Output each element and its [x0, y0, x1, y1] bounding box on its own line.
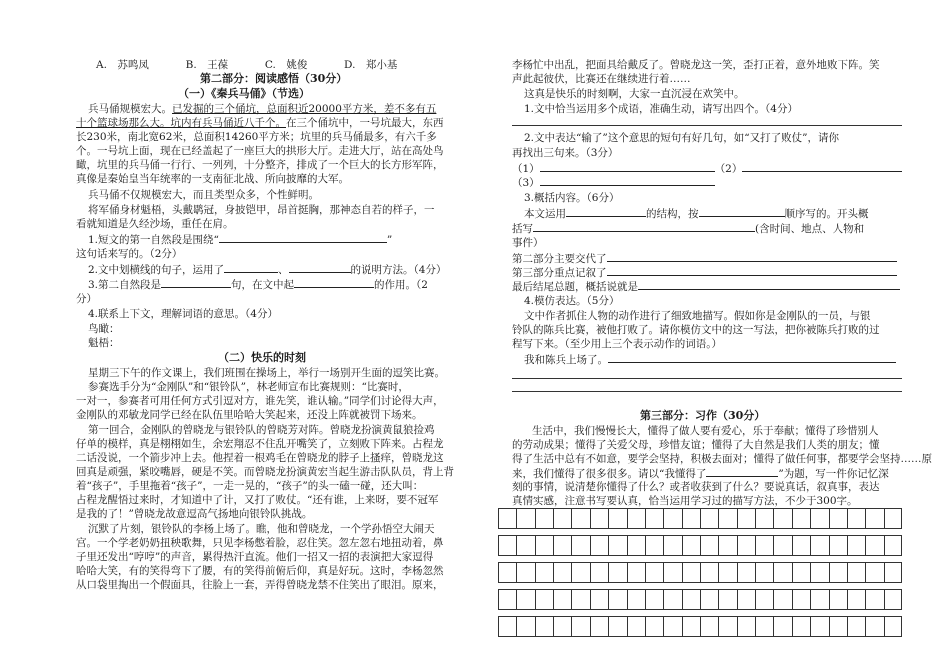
p1-line: 瞰，坑里的兵马俑一行行、一列列，十分整齐，排成了一个巨大的长方形军阵， — [76, 159, 444, 171]
grid-cell-line — [645, 536, 646, 555]
answer-blank[interactable] — [540, 161, 715, 172]
answer-blank[interactable] — [607, 265, 897, 276]
answer-line[interactable] — [512, 378, 902, 379]
question-3: 3.第二自然段是 句，在文中起 的作用。（2 — [88, 279, 428, 291]
grid-cell-line — [865, 563, 866, 582]
p1-line: 兵马俑规模宏大。已发掘的三个俑坑，总面积近20000平方米，差不多有五 — [88, 103, 437, 115]
essay-prompt-line: 得了生活中总有不如意，要学会坚持，积极去面对；懂得了做任何事，都要学会坚持……原 — [512, 453, 932, 465]
grid-cell-line — [718, 536, 719, 555]
grid-cell-line — [792, 617, 793, 636]
question-r3-intro-cont: 事件） — [512, 237, 544, 249]
grid-cell-line — [755, 590, 756, 609]
grid-cell-line — [590, 617, 591, 636]
question-2: 2.文中划横线的句子，运用了 、 的说明方法。（4分） — [88, 264, 447, 276]
grid-cell-line — [865, 509, 866, 528]
story-line: 占程龙醒悟过来时，才知道中了计，又打了败仗。“还有谁，上来呀，要不冠军 — [76, 494, 439, 506]
essay-prompt-line: 的劳动成果；懂得了关爱父母，珍惜友谊；懂得了大自然是我们人类的朋友；懂 — [512, 439, 880, 451]
story-line: 金刚队的邓敏龙同学已经在队伍里哈哈大笑起来，还没上阵就被罚下场来。 — [76, 409, 423, 421]
answer-blank[interactable] — [638, 279, 900, 290]
grid-cell-line — [755, 536, 756, 555]
grid-cell-line — [663, 590, 664, 609]
essay-prompt-line: 来，我们懂得了很多很多。请以“我懂得了 ”为题，写一件你记忆深 — [512, 468, 889, 480]
p3-line: 看就知道是久经沙场，重任在肩。 — [76, 218, 234, 230]
grid-cell-line — [516, 509, 517, 528]
grid-cell-line — [553, 536, 554, 555]
grid-cell-line — [755, 563, 756, 582]
grid-cell-line — [535, 509, 536, 528]
grid-cell-line — [718, 509, 719, 528]
story-line: 二话没说，一个箭步冲上去。他捏着一根鸡毛在曾晓龙的脖子上搔痒，曾晓龙这 — [76, 452, 444, 464]
p1-line: 真像是秦始皇当年统率的一支南征北战、所向披靡的大军。 — [76, 173, 349, 185]
section2-title: （二）快乐的时刻 — [218, 351, 306, 364]
grid-cell-line — [627, 536, 628, 555]
grid-cell-line — [553, 509, 554, 528]
grid-cell-line — [608, 617, 609, 636]
grid-cell-line — [535, 536, 536, 555]
story-line: 宫。一个学老奶奶扭秧歌舞，只见李杨憋着脸，忍住笑。忽左忽右地扭动着，鼻 — [76, 537, 444, 549]
grid-cell-line — [608, 509, 609, 528]
imitation-start: 我和陈兵上场了。 — [524, 352, 896, 367]
p1-line: 长230米，南北宽62米，总面积14260平方米；坑里的兵马俑最多，有六千多 — [76, 131, 437, 143]
grid-cell-line — [498, 590, 499, 609]
answer-blank[interactable] — [607, 251, 897, 262]
question-r4-text: 程写下来。（至少用上三个表示动作的词语。） — [512, 338, 722, 350]
grid-cell-line — [516, 617, 517, 636]
grid-cell-line — [608, 590, 609, 609]
p2-line: 兵马俑不仅规模宏大，而且类型众多，个性鲜明。 — [88, 189, 319, 201]
option-a: A. 苏鸣凤 — [96, 59, 149, 71]
grid-cell-line — [884, 617, 885, 636]
grid-cell-line — [498, 536, 499, 555]
grid-cell-line — [553, 590, 554, 609]
option-c: C. 姚俊 — [264, 59, 308, 71]
grid-cell-line — [829, 509, 830, 528]
underlined-sentence: 已发掘的三个俑坑，总面积近20000平方米，差不多有五 — [172, 103, 437, 115]
story-line: 仔单的模样，真是栩栩如生，余宏翔忍不住乱开嘴笑了，立刻败下阵来。占程龙 — [76, 438, 444, 450]
p3-line: 将军俑身材魁梧，头戴鹖冠，身披铠甲，昂首挺胸，那神态自若的样子，一 — [88, 204, 435, 216]
option-d: D. 郑小基 — [344, 59, 398, 71]
essay-prompt-line: 真情实感，注意书写要认真，恰当运用学习过的描写方法，不少于300字。 — [512, 495, 858, 507]
grid-cell-line — [865, 617, 866, 636]
grid-cell-line — [718, 590, 719, 609]
p1-line: 个。一号坑上面，现在已经盖起了一座巨大的拱形大厅。走进大厅，站在高处鸟 — [76, 145, 444, 157]
grid-cell-line — [737, 509, 738, 528]
question-1: 1.短文的第一自然段是围绕“ ” — [88, 234, 393, 246]
story-cont-line: 这真是快乐的时刻啊，大家一直沉浸在欢笑中。 — [524, 88, 745, 100]
grid-cell-line — [773, 509, 774, 528]
grid-cell-line — [590, 536, 591, 555]
story-line: 沉默了片刻，银铃队的李杨上场了。瞧，他和曾晓龙，一个学孙悟空大闹天 — [88, 523, 435, 535]
grid-cell-line — [829, 590, 830, 609]
grid-row[interactable] — [498, 589, 902, 610]
grid-cell-line — [682, 563, 683, 582]
grid-cell-line — [627, 563, 628, 582]
grid-cell-line — [792, 536, 793, 555]
grid-cell-line — [901, 536, 902, 555]
grid-cell-line — [590, 509, 591, 528]
answer-blank[interactable] — [608, 352, 896, 363]
grid-cell-line — [901, 617, 902, 636]
grid-cell-line — [516, 590, 517, 609]
grid-cell-line — [884, 509, 885, 528]
writing-grid[interactable] — [498, 508, 902, 648]
answer-row-3: （3） — [512, 175, 715, 190]
summary-ending: 最后结尾总题，概括说就是 — [512, 279, 900, 294]
grid-row[interactable] — [498, 562, 902, 583]
question-4: 4.联系上下文，理解词语的意思。（4分） — [88, 308, 278, 320]
grid-cell-line — [571, 590, 572, 609]
grid-cell-line — [516, 563, 517, 582]
story-line: 着“孩子”，手里拖着“孩子”，一走一晃的，“孩子”的头一磕一碰，还大叫： — [76, 480, 424, 492]
grid-cell-line — [498, 563, 499, 582]
grid-cell-line — [608, 563, 609, 582]
grid-cell-line — [590, 563, 591, 582]
grid-cell-line — [737, 590, 738, 609]
underlined-sentence: 十个篮球场那么大。坑内有兵马俑近八千个。 — [76, 117, 286, 129]
grid-cell-line — [884, 536, 885, 555]
essay-prompt-line: 生活中，我们慢慢长大，懂得了做人要有爱心，乐于奉献；懂得了珍惜别人 — [532, 425, 879, 437]
question-3-cont: 分） — [76, 293, 97, 305]
p1-line: 十个篮球场那么大。坑内有兵马俑近八千个。在三个俑坑中，一号坑最大，东西 — [76, 117, 444, 129]
grid-cell-line — [682, 509, 683, 528]
question-r3-structure: 本文运用 的结构，按 顺序写的。开头概 — [524, 208, 869, 220]
grid-cell-line — [810, 590, 811, 609]
story-cont-line: 声此起彼伏，比赛还在继续进行着…… — [512, 73, 691, 85]
grid-cell-line — [810, 536, 811, 555]
choice-options — [96, 58, 397, 72]
grid-cell-line — [755, 509, 756, 528]
question-r4-text: 铃队的陈兵比赛，被他打败了。请你模仿文中的这一写法，把你被陈兵打败的过 — [512, 324, 880, 336]
essay-title-blank[interactable] — [706, 466, 778, 477]
grid-cell-line — [663, 536, 664, 555]
grid-cell-line — [865, 590, 866, 609]
grid-cell-line — [755, 617, 756, 636]
grid-cell-line — [773, 617, 774, 636]
answer-blank[interactable] — [742, 161, 902, 172]
grid-cell-line — [498, 617, 499, 636]
question-r2-cont: 再找出三句来。（3分） — [512, 147, 619, 159]
grid-cell-line — [627, 590, 628, 609]
grid-cell-line — [901, 590, 902, 609]
grid-cell-line — [810, 509, 811, 528]
grid-cell-line — [792, 563, 793, 582]
question-r4-text: 文中作者抓住人物的动作进行了细致地描写。假如你是金刚队的一员，与银 — [524, 310, 871, 322]
story-line: 星期三下午的作文课上，我们班围在操场上，举行一场别开生面的逗笑比赛。 — [88, 367, 445, 379]
grid-cell-line — [901, 509, 902, 528]
grid-cell-line — [516, 536, 517, 555]
grid-cell-line — [773, 563, 774, 582]
essay-prompt-line: 刻的事情，说清楚你懂得了什么？或者收获到了什么？要说真话，叙真事，表达 — [512, 481, 880, 493]
story-line: 是我的了！”曾晓龙故意逗高气扬地向银铃队挑战。 — [76, 508, 313, 520]
grid-cell-line — [590, 590, 591, 609]
story-line: 子里还发出“哼哼”的声音，累得热汗直流。他们一招又一招的表演把大家逗得 — [76, 551, 434, 563]
story-line: 一对一，参赛者可用任何方式引逗对方，谁先笑，谁认输。”同学们讨论得大声， — [76, 395, 444, 407]
part3-title: 第三部分：习作（30分） — [640, 409, 766, 422]
grid-cell-line — [792, 590, 793, 609]
answer-blank[interactable] — [219, 232, 387, 243]
grid-cell-line — [829, 617, 830, 636]
grid-row[interactable] — [498, 508, 902, 529]
answer-blank[interactable] — [289, 262, 351, 273]
question-r3: 3.概括内容。（6分） — [524, 192, 620, 204]
word-niaokan: 鸟瞰： — [88, 323, 120, 335]
answer-blank[interactable] — [161, 277, 231, 288]
grid-cell-line — [571, 617, 572, 636]
answer-blank[interactable] — [294, 277, 374, 288]
word-kuiwu: 魁梧： — [88, 337, 120, 349]
answer-line[interactable] — [512, 391, 902, 392]
answer-row-1-2: （1） （2） — [512, 161, 902, 176]
grid-cell-line — [829, 563, 830, 582]
grid-cell-line — [645, 617, 646, 636]
question-r1: 1.文中恰当运用多个成语，准确生动，请写出四个。（4分） — [524, 103, 798, 115]
grid-cell-line — [700, 617, 701, 636]
grid-cell-line — [737, 536, 738, 555]
question-r3-intro: 括写 (含时间、地点、人物和 — [512, 223, 865, 235]
grid-cell-line — [571, 563, 572, 582]
grid-cell-line — [571, 509, 572, 528]
summary-part2: 第二部分主要交代了 — [512, 251, 897, 266]
grid-cell-line — [718, 617, 719, 636]
grid-cell-line — [847, 536, 848, 555]
answer-blank[interactable] — [224, 262, 278, 273]
grid-cell-line — [718, 563, 719, 582]
grid-cell-line — [682, 617, 683, 636]
grid-cell-line — [700, 590, 701, 609]
grid-cell-line — [847, 563, 848, 582]
summary-part3: 第三部分重点记叙了 — [512, 265, 897, 280]
question-r2: 2.文中表达“输了”这个意思的短句有好几句，如“又打了败仗”，请你 — [524, 132, 839, 144]
section1-title: （一）《秦兵马俑》（节选） — [178, 87, 310, 100]
grid-row[interactable] — [498, 535, 902, 556]
grid-cell-line — [810, 563, 811, 582]
grid-cell-line — [847, 509, 848, 528]
grid-cell-line — [535, 563, 536, 582]
question-1-cont: 这句话来写的。（2分） — [76, 248, 183, 260]
grid-cell-line — [737, 563, 738, 582]
grid-cell-line — [535, 590, 536, 609]
grid-cell-line — [901, 563, 902, 582]
grid-cell-line — [682, 590, 683, 609]
grid-cell-line — [737, 617, 738, 636]
grid-cell-line — [865, 536, 866, 555]
answer-blank[interactable] — [533, 221, 755, 232]
grid-cell-line — [627, 617, 628, 636]
story-line: 第一回合，金刚队的曾晓龙与银铃队的曾晓芳对阵。曾晓龙扮演黄鼠狼捡鸡 — [88, 424, 435, 436]
answer-blank[interactable] — [566, 206, 646, 217]
grid-cell-line — [700, 536, 701, 555]
grid-cell-line — [682, 536, 683, 555]
grid-row[interactable] — [498, 616, 902, 637]
grid-cell-line — [773, 590, 774, 609]
part2-title: 第二部分：阅读感悟（30分） — [200, 72, 348, 85]
grid-cell-line — [645, 590, 646, 609]
story-line: 哈哈大笑，有的笑得弯下了腰，有的笑得前俯后仰，真是好玩。这时，李杨忽然 — [76, 565, 444, 577]
grid-cell-line — [663, 563, 664, 582]
answer-line[interactable] — [512, 125, 902, 126]
answer-blank[interactable] — [540, 175, 715, 186]
grid-cell-line — [645, 563, 646, 582]
grid-cell-line — [700, 509, 701, 528]
grid-cell-line — [663, 617, 664, 636]
story-line: 回真是顽强，紧咬嘴唇，硬是不笑。而曾晓龙扮演黄宏当起生游击队队员，背上背 — [76, 466, 454, 478]
grid-cell-line — [810, 617, 811, 636]
grid-cell-line — [645, 509, 646, 528]
grid-cell-line — [829, 536, 830, 555]
grid-cell-line — [553, 563, 554, 582]
story-cont-line: 李杨忙中出乱，把面具给戴反了。曾晓龙这一笑，歪打正着，意外地败下阵。笑 — [512, 59, 880, 71]
option-b: B. 王葆 — [185, 59, 229, 71]
story-line: 参赛选手分为“金刚队”和“银铃队”，林老师宣布比赛规则：“比赛时， — [88, 381, 409, 393]
question-r4: 4.模仿表达。（5分） — [524, 295, 620, 307]
grid-cell-line — [608, 536, 609, 555]
grid-cell-line — [498, 509, 499, 528]
grid-cell-line — [627, 509, 628, 528]
grid-cell-line — [571, 536, 572, 555]
grid-cell-line — [553, 617, 554, 636]
grid-cell-line — [663, 509, 664, 528]
grid-cell-line — [847, 617, 848, 636]
grid-cell-line — [847, 590, 848, 609]
answer-blank[interactable] — [699, 206, 785, 217]
grid-cell-line — [700, 563, 701, 582]
grid-cell-line — [535, 617, 536, 636]
grid-cell-line — [884, 590, 885, 609]
story-line: 从口袋里掏出一个假面具，往脸上一套，弄得曾晓龙禁不住笑出了眼泪。原来， — [76, 579, 444, 591]
grid-cell-line — [884, 563, 885, 582]
grid-cell-line — [792, 509, 793, 528]
grid-cell-line — [773, 536, 774, 555]
